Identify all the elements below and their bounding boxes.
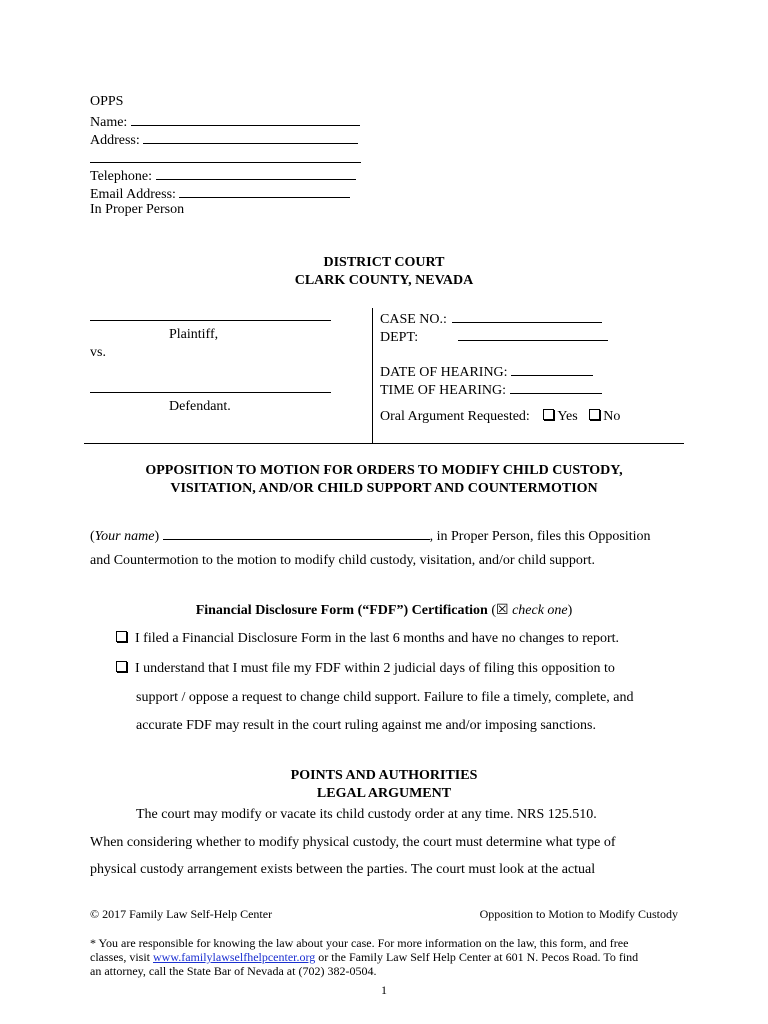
page-number: 1 — [381, 983, 387, 997]
argument-line1: The court may modify or vacate its child custody order at any time. NRS 125.510. — [136, 807, 597, 822]
dept-label: DEPT: — [380, 330, 419, 345]
intro-line2: and Countermotion to the motion to modify child custody, visitation, and/or child support. — [90, 553, 595, 568]
address-field[interactable] — [143, 129, 358, 144]
oral-no-option[interactable] — [589, 409, 620, 424]
form-code: OPPS — [90, 94, 124, 109]
intro-line1 — [90, 525, 651, 546]
fdf-option2-line3: accurate FDF may result in the court ruling against me and/or imposing sanctions. — [136, 718, 596, 733]
telephone-label: Telephone: — [90, 169, 152, 184]
document-title-line1: OPPOSITION TO MOTION FOR ORDERS TO MODIFY CHILD CUSTODY, — [145, 463, 623, 478]
court-name: DISTRICT COURT — [323, 255, 445, 270]
fdf-heading-close: ) — [567, 603, 573, 618]
fdf-option2-line1: I understand that I must file my FDF within 2 judicial days of filing this opposition to — [135, 661, 615, 676]
checkbox-icon[interactable] — [589, 409, 600, 420]
footer-note-line3: an attorney, call the State Bar of Nevada at (702) 382-0504. — [90, 964, 377, 978]
time-of-hearing-line — [380, 379, 602, 400]
address-label: Address: — [90, 133, 140, 148]
footer-note-line1: * You are responsible for knowing the law about your case. For more information on the law, this form, and free — [90, 936, 629, 950]
date-of-hearing-field[interactable] — [511, 361, 593, 376]
checkbox-icon[interactable] — [543, 409, 554, 420]
document-title-line2: VISITATION, AND/OR CHILD SUPPORT AND COUNTERMOTION — [170, 481, 598, 496]
vs-label: vs. — [90, 345, 106, 360]
oral-argument-label: Oral Argument Requested: — [380, 409, 530, 424]
legal-argument-heading: LEGAL ARGUMENT — [316, 786, 452, 801]
name-field[interactable] — [131, 111, 360, 126]
footer-form-title: Opposition to Motion to Modify Custody — [479, 907, 678, 921]
intro-paren-open: ( — [90, 529, 95, 544]
oral-argument-line — [380, 408, 620, 426]
oral-yes-label: Yes — [557, 409, 578, 424]
address-line — [90, 129, 358, 150]
fdf-option2[interactable] — [116, 660, 615, 678]
self-help-center-link[interactable]: www.familylawselfhelpcenter.org — [153, 950, 316, 964]
date-of-hearing-label: DATE OF HEARING: — [380, 365, 508, 380]
address-field-line2[interactable] — [90, 162, 361, 163]
fdf-heading-open: ( — [487, 603, 496, 618]
your-name-field[interactable] — [163, 525, 430, 540]
name-label: Name: — [90, 115, 128, 130]
telephone-field[interactable] — [156, 165, 356, 180]
email-field[interactable] — [179, 183, 350, 198]
check-one-icon: ☒ — [496, 603, 509, 618]
caption-bottom-divider — [84, 443, 684, 444]
defendant-field[interactable] — [90, 392, 331, 393]
dept-line — [380, 326, 608, 347]
footer-note-line2 — [90, 950, 638, 965]
plaintiff-field[interactable] — [90, 320, 331, 321]
defendant-label: Defendant. — [169, 399, 231, 414]
case-no-label: CASE NO.: — [380, 312, 447, 327]
intro-after-blank: , in Proper Person, files this Opposition — [429, 529, 651, 544]
fdf-option1[interactable] — [116, 630, 619, 648]
time-of-hearing-label: TIME OF HEARING: — [380, 383, 506, 398]
intro-paren-close: ) — [154, 529, 160, 544]
in-proper-person: In Proper Person — [90, 202, 185, 217]
time-of-hearing-field[interactable] — [510, 379, 602, 394]
argument-line2: When considering whether to modify physical custody, the court must determine what type of — [90, 835, 616, 850]
footer-copyright: © 2017 Family Law Self-Help Center — [90, 907, 273, 921]
check-one-text: check one — [508, 603, 568, 618]
caption-vertical-divider — [372, 308, 373, 444]
plaintiff-label: Plaintiff, — [169, 327, 219, 342]
oral-no-label: No — [603, 409, 621, 424]
case-no-field[interactable] — [452, 308, 602, 323]
email-label: Email Address: — [90, 187, 176, 202]
argument-line3: physical custody arrangement exists between the parties. The court must look at the actual — [90, 862, 596, 877]
fdf-option1-text: I filed a Financial Disclosure Form in the last 6 months and have no changes to report. — [135, 631, 620, 646]
oral-yes-option[interactable] — [543, 409, 577, 424]
fdf-heading-text: Financial Disclosure Form (“FDF”) Certification — [195, 603, 488, 618]
your-name-hint: Your name — [94, 529, 155, 544]
fdf-option2-line2: support / oppose a request to change child support. Failure to file a timely, complete, and — [136, 690, 634, 705]
points-heading: POINTS AND AUTHORITIES — [290, 768, 478, 783]
footer-note-line2-b: or the Family Law Self Help Center at 601 N. Pecos Road. To find — [315, 950, 639, 964]
fdf-heading — [0, 602, 768, 620]
checkbox-icon[interactable] — [116, 661, 127, 672]
checkbox-icon[interactable] — [116, 631, 127, 642]
footer-note-line2-a: classes, visit — [90, 950, 153, 964]
dept-field[interactable] — [458, 326, 608, 341]
court-county: CLARK COUNTY, NEVADA — [294, 273, 474, 288]
